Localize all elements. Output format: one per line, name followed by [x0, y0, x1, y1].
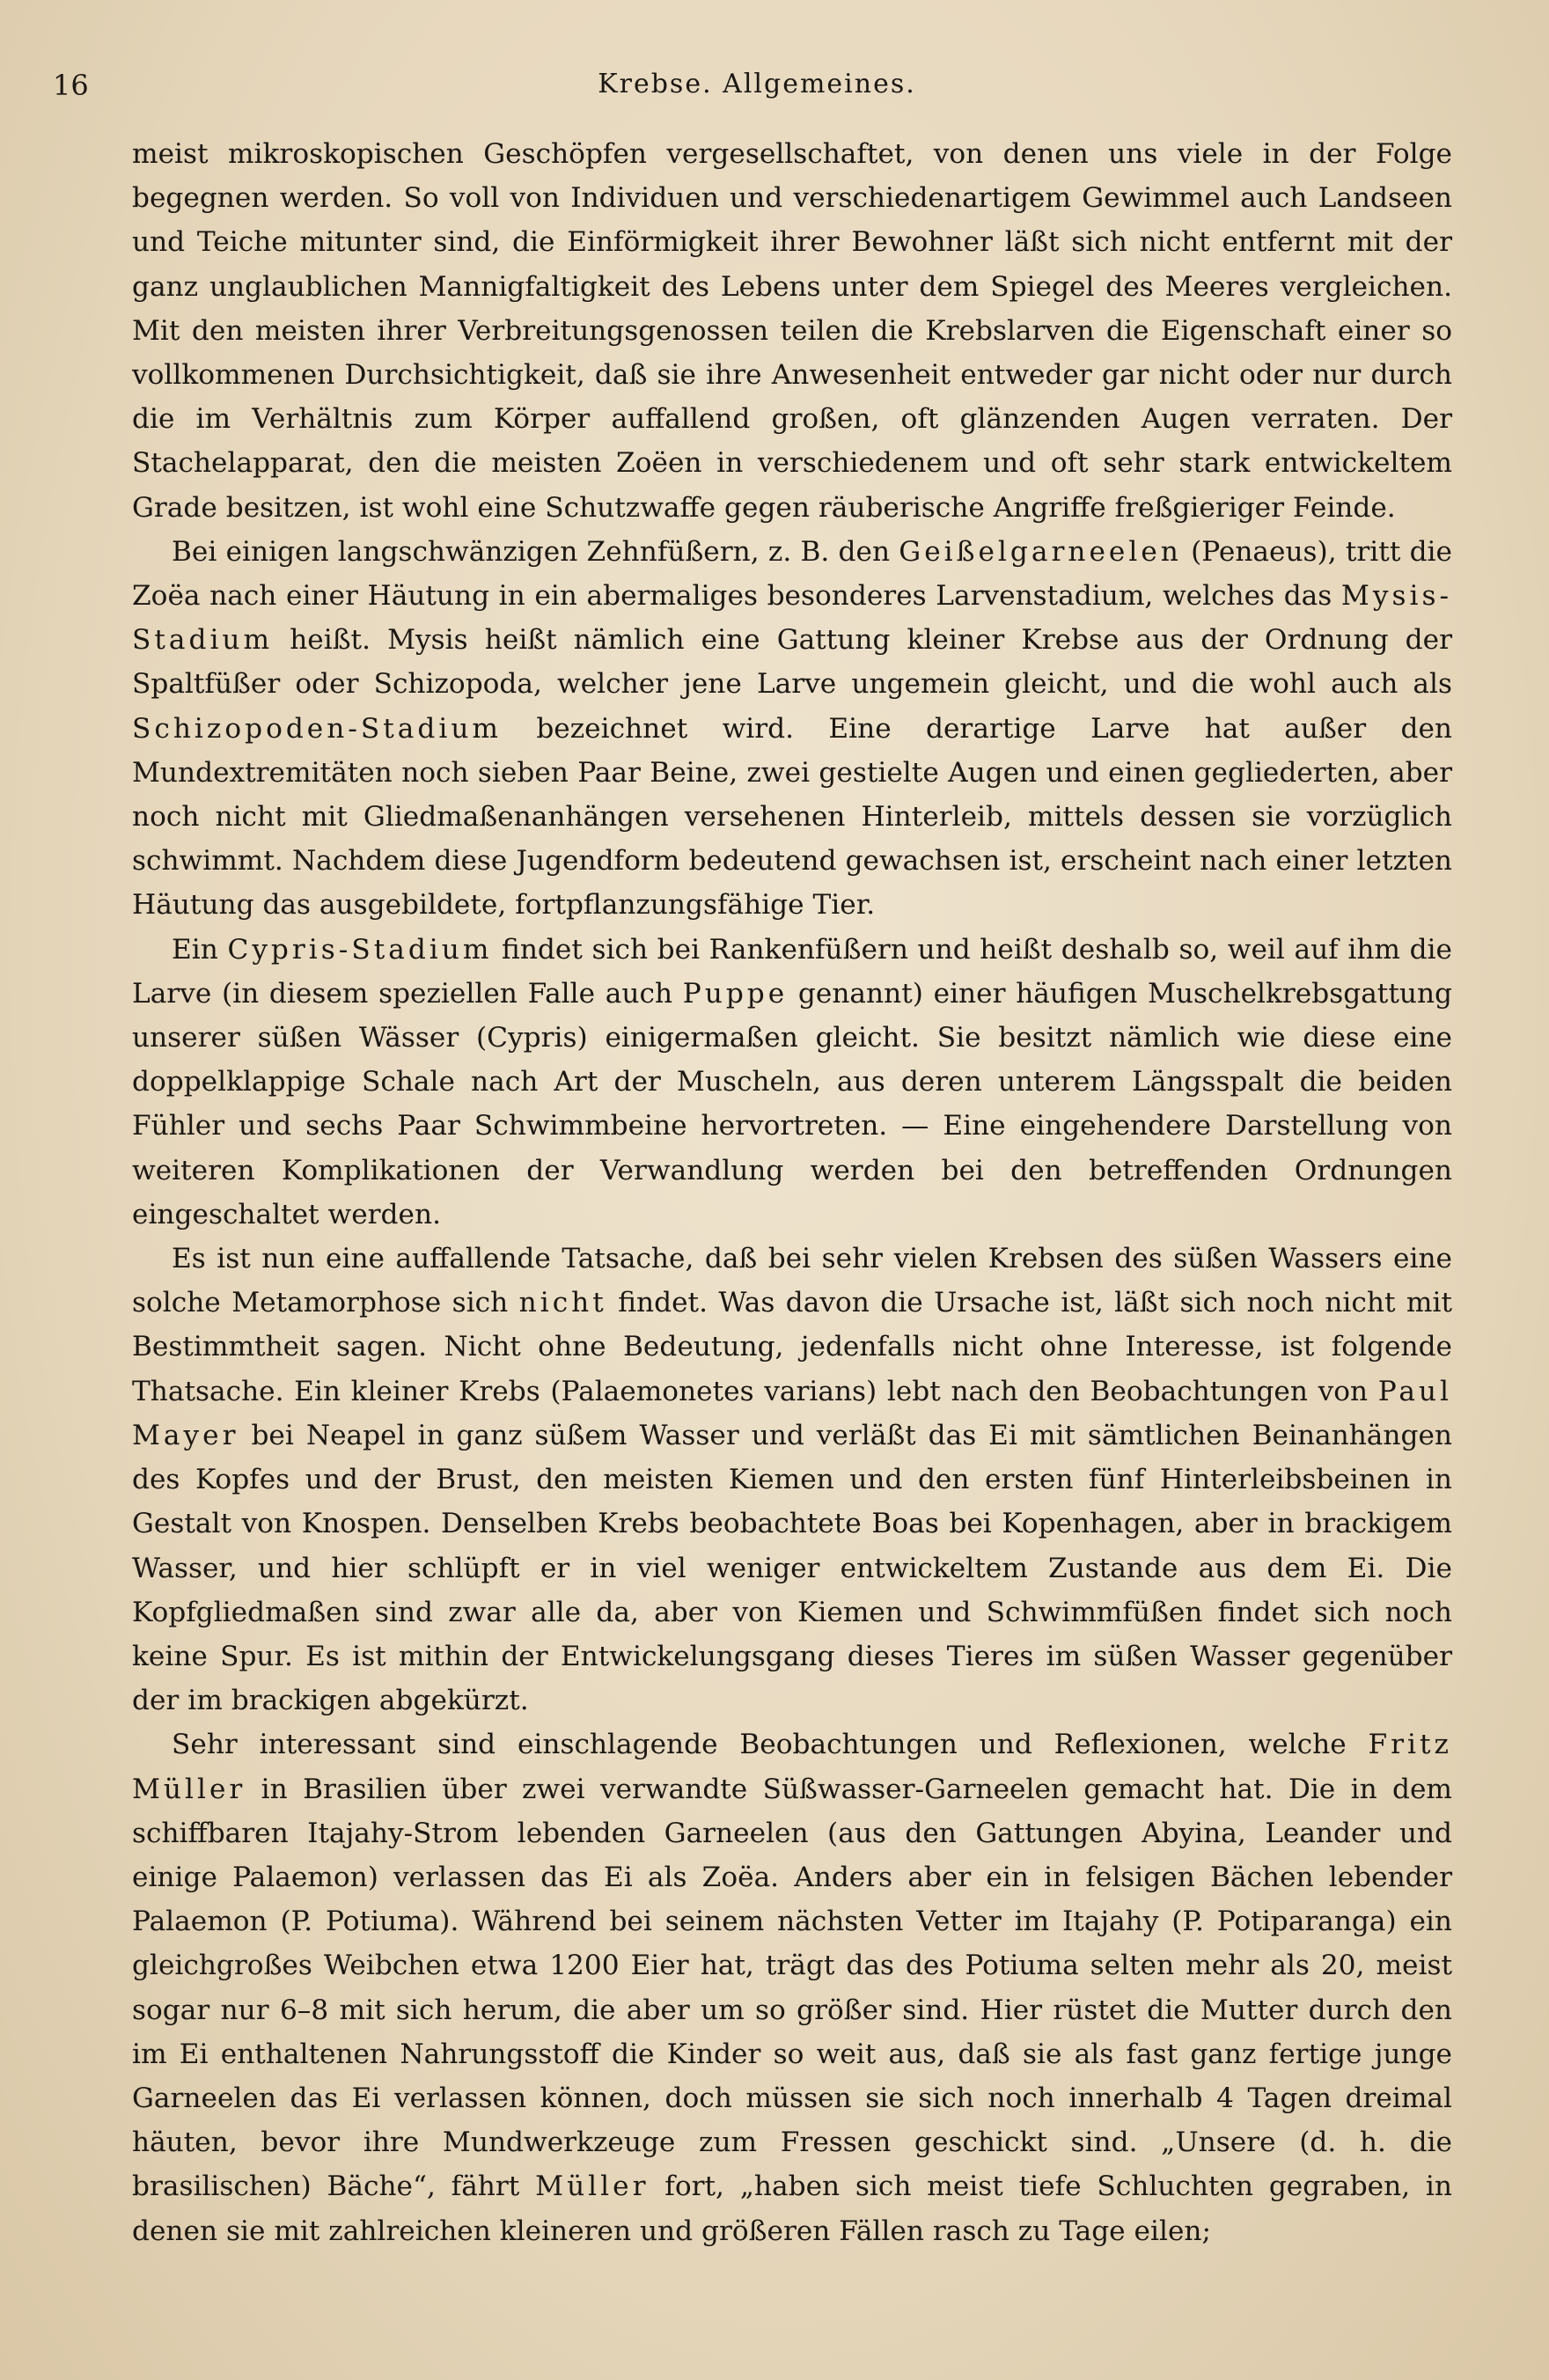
- paragraph-text: findet sich bei Rankenfüßern und heißt deshalb so, weil auf ihm die Larve (in diesem speziellen Falle auch: [132, 933, 1452, 1010]
- paragraph-text: bei Neapel in ganz süßem Wasser und verläßt das Ei mit sämtlichen Beinanhängen des Kopfes und der Brust, den meisten Kiemen und den ersten fünf Hinterleibsbeinen in Gestalt von Knospen. Denselben Krebs beobachtete Boas bei Kopenhagen, aber in brackigem Wasser, und hier schlüpft er in viel weniger entwickeltem Zustande aus dem Ei. Die Kopfgliedmaßen sind zwar alle da, aber von Kiemen und Schwimmfüßen findet sich noch keine Spur. Es ist mithin der Entwickelungsgang dieses Tieres im süßen Wasser gegenüber der im brackigen abgekürzt.: [132, 1419, 1452, 1717]
- paragraph-text: in Brasilien über zwei verwandte Süßwasser-Garneelen gemacht hat. Die in dem schiffbaren Itajahy-Strom lebenden Garneelen (aus den Gattungen Abyina, Leander und einige Palaemon) verlassen das Ei als Zoëa. Anders aber ein in felsigen Bächen lebender Palaemon (P. Potiuma). Während bei seinem nächsten Vetter im Itajahy (P. Potiparanga) ein gleichgroßes Weibchen etwa 1200 Eier hat, trägt das des Potiuma selten mehr als 20, meist sogar nur 6–8 mit sich herum, die aber um so größer sind. Hier rüstet die Mutter durch den im Ei enthaltenen Nahrungsstoff die Kinder so weit aus, daß sie als fast ganz fertige junge Garneelen das Ei verlassen können, doch müssen sie sich noch innerhalb 4 Tagen dreimal häuten, bevor ihre Mundwerkzeuge zum Fressen geschickt sind. „Unsere (d. h. die brasilischen) Bäche“, fährt: [132, 1773, 1452, 2203]
- paragraph-text: meist mikroskopischen Geschöpfen vergesellschaftet, von denen uns viele in der Folge begegnen werden. So voll von Individuen und verschiedenartigem Gewimmel auch Landseen und Teiche mitunter sind, die Einförmigkeit ihrer Bewohner läßt sich nicht entfernt mit der ganz unglaublichen Mannigfaltigkeit des Lebens unter dem Spiegel des Meeres vergleichen. Mit den meisten ihrer Verbreitungsgenossen teilen die Krebslarven die Eigenschaft einer so vollkommenen Durchsichtigkeit, daß sie ihre Anwesenheit entweder gar nicht oder nur durch die im Verhältnis zum Körper auffallend großen, oft glänzenden Augen verraten. Der Stachelapparat, den die meisten Zoëen in verschiedenem und oft sehr stark entwickeltem Grade besitzen, ist wohl eine Schutzwaffe gegen räuberische Angriffe freßgieriger Feinde.: [132, 138, 1452, 524]
- paragraph-text: findet. Was davon die Ursache ist, läßt sich noch nicht mit Bestimmtheit sagen. Nicht ohne Bedeutung, jedenfalls nicht ohne Interesse, ist folgende Thatsache. Ein kleiner Krebs (Palaemonetes varians) lebt nach den Beobachtungen von: [132, 1287, 1452, 1407]
- paragraph-2: [132, 530, 1452, 928]
- paragraph-1: [132, 132, 1452, 530]
- paragraph-text: genannt) einer häufigen Muschelkrebsgattung unserer süßen Wässer (Cypris) einigermaßen gleicht. Sie besitzt nämlich wie diese eine doppelklappige Schale nach Art der Muscheln, aus deren unterem Längsspalt die beiden Fühler und sechs Paar Schwimmbeine hervortreten. — Eine eingehendere Darstellung von weiteren Komplikationen der Verwandlung werden bei den betreffenden Ordnungen eingeschaltet werden.: [132, 977, 1452, 1230]
- paragraph-text: (Penaeus), tritt die Zoëa nach einer Häutung in ein abermaliges besonderes Larvenstadium, welches das: [132, 535, 1452, 613]
- paragraph-text: Sehr interessant sind einschlagende Beobachtungen und Reflexionen, welche: [172, 1729, 1369, 1761]
- body-text: [132, 132, 1452, 2350]
- paragraph-text: fort, „haben sich meist tiefe Schluchten gegraben, in denen sie mit zahlreichen kleineren und größeren Fällen rasch zu Tage eilen;: [132, 2171, 1452, 2247]
- paragraph-5: [132, 1723, 1452, 2252]
- spaced-term: Puppe: [682, 977, 789, 1010]
- running-title: Krebse. Allgemeines.: [598, 69, 916, 99]
- paragraph-4: [132, 1237, 1452, 1723]
- page-header: [53, 62, 1461, 106]
- spaced-term: Geißelgarneelen: [899, 535, 1182, 568]
- spaced-term: Fritz Müller: [132, 1729, 1452, 1805]
- spaced-term: Müller: [535, 2171, 650, 2203]
- paragraph-text: Es ist nun eine auffallende Tatsache, daß bei sehr vielen Krebsen des süßen Wassers eine solche Metamorphose sich: [132, 1243, 1452, 1319]
- page-number: 16: [53, 69, 89, 102]
- paragraph-3: [132, 928, 1452, 1237]
- paragraph-text: heißt. Mysis heißt nämlich eine Gattung kleiner Krebse aus der Ordnung der Spaltfüßer oder Schizopoda, welcher jene Larve ungemein gleicht, und die wohl auch als: [132, 624, 1452, 701]
- spaced-term: Cypris-Stadium: [227, 933, 493, 966]
- spaced-term: nicht: [518, 1287, 607, 1319]
- spaced-term: Mysis-Stadium: [132, 580, 1452, 657]
- paragraph-text: Ein: [172, 933, 228, 966]
- spaced-term: Schizopoden-Stadium: [132, 712, 502, 745]
- paragraph-text: Bei einigen langschwänzigen Zehnfüßern, z. B. den: [172, 535, 899, 568]
- paragraph-text: bezeichnet wird. Eine derartige Larve hat außer den Mundextremitäten noch sieben Paar Beine, zwei gestielte Augen und einen gegliederten, aber noch nicht mit Gliedmaßenanhängen versehenen Hinterleib, mittels dessen sie vorzüglich schwimmt. Nachdem diese Jugendform bedeutend gewachsen ist, erscheint nach einer letzten Häutung das ausgebildete, fortpflanzungsfähige Tier.: [132, 712, 1452, 922]
- spaced-term: Paul Mayer: [132, 1375, 1452, 1451]
